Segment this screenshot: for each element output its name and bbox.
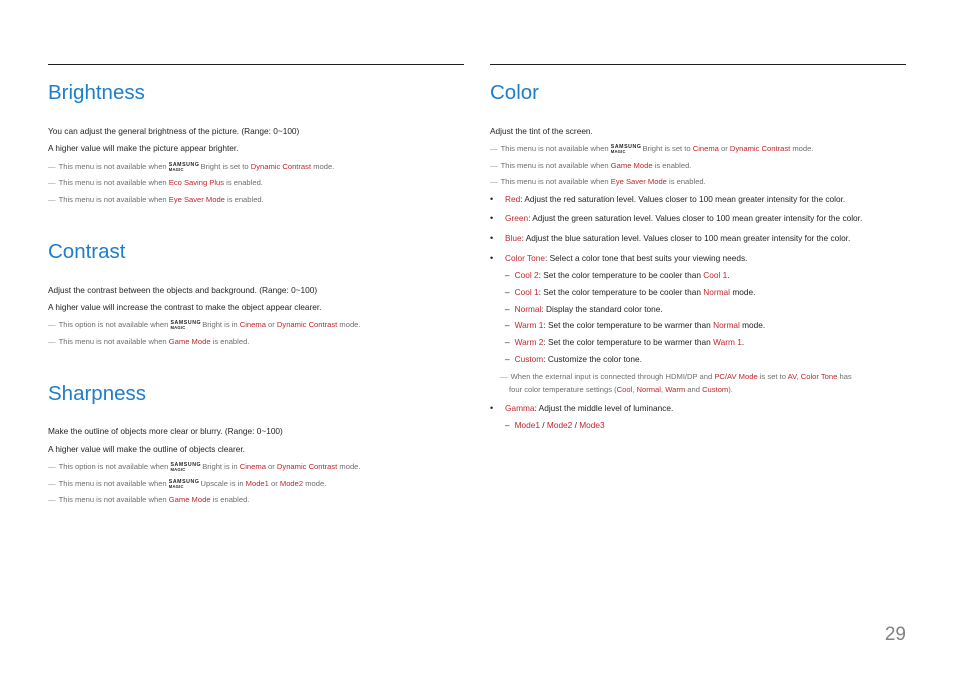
sharpness-description-2: A higher value will make the outline of objects clearer.: [48, 444, 245, 454]
right-column: Color Adjust the tint of the screen. ― This menu is not available when SAMSUNG MAGIC Bright is set to Cinema or Dynamic Contrast mode. ― This menu is not available when Game Mode is enabled. ― This menu is not available when Eye Saver Mode is enabled. • Red: Adjust the red saturation level. Values closer to 100 mean greater intensity for the color. • Green: Adjust the green saturation level. Values closer to 100 mean greater intensity for the color. • Blue: Adjust the blue saturation level. Values closer to 100 mean greater intensity for the color. • Color Tone: Select a color tone that best suits your viewing needs. – Cool 2: Set the color temperature to be cooler than Cool 1. – Cool 1: Set the color temperature to be cooler than Normal mode. – Normal: Display the standard color tone. – Warm 1: Set the color temperature to be warmer than Normal mode. – Warm 2: Set the color temperature to be warmer than Warm 1. – Custom: Customize the color tone. ― When the external input is connected through HDMI/DP and PC/AV Mode is set to AV, Color Tone has four color temperature settings (Cool, Normal, Warm and Custom). • Gamma: Adjust the middle level of luminance. – Mode1 / Mode2 / Mode3: [490, 64, 906, 65]
brightness-note-3: ― This menu is not available when Eye Saver Mode is enabled.: [48, 195, 264, 204]
left-column: [48, 64, 464, 504]
gamma-modes: – Mode1 / Mode2 / Mode3: [505, 420, 605, 430]
tone-cool2: – Cool 2: Set the color temperature to be cooler than Cool 1.: [505, 270, 730, 280]
contrast-description-2: A higher value will increase the contrast to make the object appear clearer.: [48, 302, 322, 312]
samsung-magic-logo: SAMSUNG MAGIC: [168, 478, 200, 489]
tone-cool1: – Cool 1: Set the color temperature to be cooler than Normal mode.: [505, 287, 756, 297]
contrast-note-1: ― This option is not available when SAMSUNG MAGIC Bright is in Cinema or Dynamic Contrast mode.: [48, 319, 361, 330]
brightness-note-1: ― This menu is not available when SAMSUNG MAGIC Bright is set to Dynamic Contrast mode.: [48, 161, 335, 172]
color-tone-note-line1: ― When the external input is connected through HDMI/DP and PC/AV Mode is set to AV, Color Tone has: [500, 372, 852, 381]
page-number: 29: [884, 624, 906, 645]
brightness-heading: Brightness: [48, 81, 145, 104]
left-top-rule: [48, 64, 464, 65]
sharpness-heading: Sharpness: [48, 382, 147, 405]
sharpness-description: Make the outline of objects more clear or blurry. (Range: 0~100): [48, 426, 283, 436]
tone-custom: – Custom: Customize the color tone.: [505, 354, 642, 364]
samsung-magic-logo: SAMSUNG MAGIC: [170, 461, 202, 472]
brightness-note-2: ― This menu is not available when Eco Saving Plus is enabled.: [48, 178, 263, 187]
right-top-rule: [490, 64, 906, 65]
sharpness-note-1: ― This option is not available when SAMSUNG MAGIC Bright is in Cinema or Dynamic Contrast mode.: [48, 461, 361, 472]
color-note-3: ― This menu is not available when Eye Saver Mode is enabled.: [490, 177, 706, 186]
samsung-magic-logo: SAMSUNG MAGIC: [170, 319, 202, 330]
contrast-heading: Contrast: [48, 240, 126, 263]
tone-warm1: – Warm 1: Set the color temperature to be warmer than Normal mode.: [505, 320, 766, 330]
contrast-description: Adjust the contrast between the objects and background. (Range: 0~100): [48, 285, 318, 295]
samsung-magic-logo: SAMSUNG MAGIC: [168, 161, 200, 172]
contrast-note-2: ― This menu is not available when Game Mode is enabled.: [48, 337, 250, 346]
brightness-description: You can adjust the general brightness of the picture. (Range: 0~100): [48, 126, 300, 136]
color-tone-note-line2: four color temperature settings (Cool, Normal, Warm and Custom).: [509, 385, 733, 394]
tone-normal: – Normal: Display the standard color tone.: [505, 304, 663, 314]
samsung-magic-logo: SAMSUNG MAGIC: [610, 143, 642, 154]
color-note-2: ― This menu is not available when Game Mode is enabled.: [490, 161, 692, 170]
color-note-1: ― This menu is not available when SAMSUNG MAGIC Bright is set to Cinema or Dynamic Contrast mode.: [490, 143, 814, 154]
sharpness-note-3: ― This menu is not available when Game Mode is enabled.: [48, 495, 250, 504]
brightness-description-2: A higher value will make the picture appear brighter.: [48, 143, 239, 153]
color-description: Adjust the tint of the screen.: [490, 126, 593, 136]
color-heading: Color: [490, 81, 539, 104]
tone-warm2: – Warm 2: Set the color temperature to be warmer than Warm 1.: [505, 337, 745, 347]
sharpness-note-2: ― This menu is not available when SAMSUNG MAGIC Upscale is in Mode1 or Mode2 mode.: [48, 478, 327, 489]
